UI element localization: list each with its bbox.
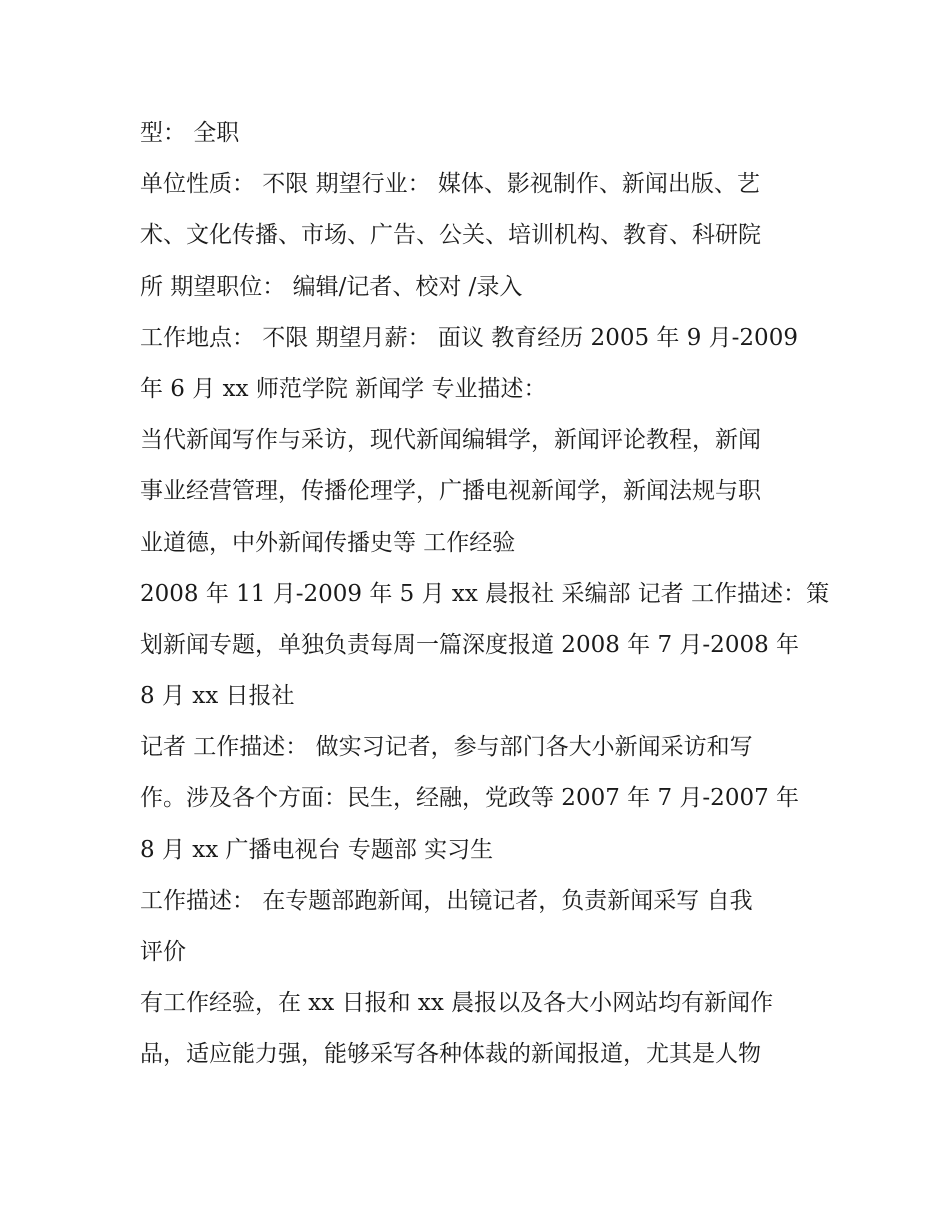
resume-text xyxy=(140,108,830,1081)
text-line: 作。涉及各个方面：民生，经融，党政等 2007 年 7 月-2007 年 xyxy=(140,785,800,812)
text-line: 事业经营管理，传播伦理学，广播电视新闻学，新闻法规与职 xyxy=(140,478,761,505)
text-line: 记者 工作描述： 做实习记者，参与部门各大小新闻采访和写 xyxy=(140,734,753,761)
text-line: 品，适应能力强，能够采写各种体裁的新闻报道，尤其是人物 xyxy=(140,1041,761,1068)
text-line: 术、文化传播、市场、广告、公关、培训机构、教育、科研院 xyxy=(140,222,761,249)
text-line: 所 期望职位： 编辑/记者、校对 /录入 xyxy=(140,273,523,300)
text-line: 评价 xyxy=(140,939,186,965)
text-line: 年 6 月 xx 师范学院 新闻学 专业描述： xyxy=(140,375,547,402)
text-line: 划新闻专题，单独负责每周一篇深度报道 2008 年 7 月-2008 年 xyxy=(140,631,800,658)
text-line: 单位性质： 不限 期望行业： 媒体、影视制作、新闻出版、艺 xyxy=(140,171,760,198)
text-line: 2008 年 11 月-2009 年 5 月 xx 晨报社 采编部 记者 工作描述：策 xyxy=(140,580,830,607)
text-line: 工作描述： 在专题部跑新闻，出镜记者，负责新闻采写 自我 xyxy=(140,887,753,914)
text-line: 8 月 xx 广播电视台 专题部 实习生 xyxy=(140,836,494,863)
text-line: 工作地点： 不限 期望月薪： 面议 教育经历 2005 年 9 月-2009 xyxy=(140,324,798,351)
text-line: 8 月 xx 日报社 xyxy=(140,683,295,710)
text-line: 业道德，中外新闻传播史等 工作经验 xyxy=(140,529,516,556)
text-line: 当代新闻写作与采访，现代新闻编辑学，新闻评论教程，新闻 xyxy=(140,427,761,454)
text-line: 型： 全职 xyxy=(140,120,240,146)
text-line: 有工作经验，在 xx 日报和 xx 晨报以及各大小网站均有新闻作 xyxy=(140,990,774,1017)
